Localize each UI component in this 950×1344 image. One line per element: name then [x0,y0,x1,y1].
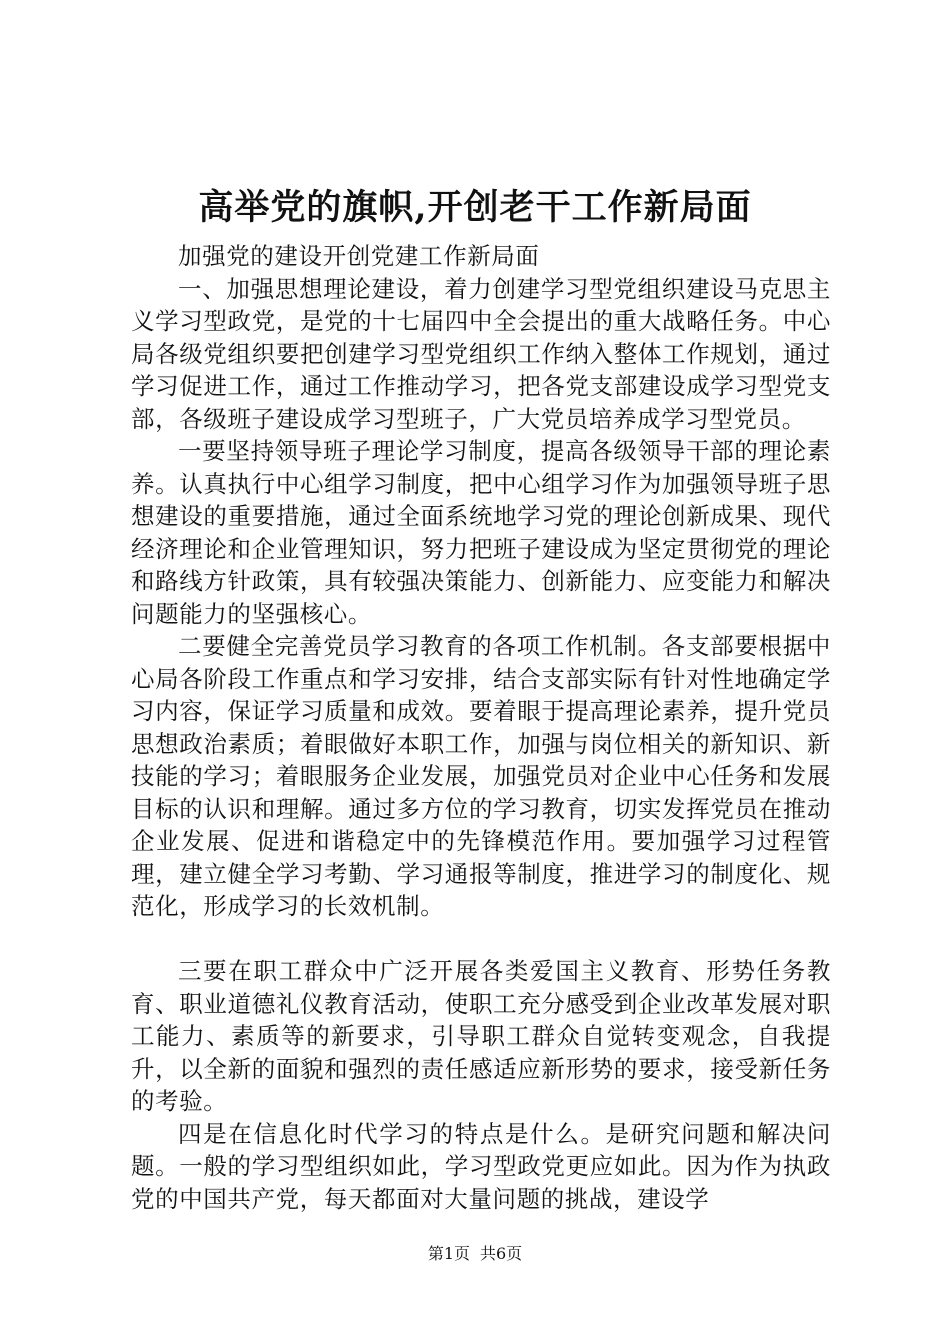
paragraph-2: 一要坚持领导班子理论学习制度，提高各级领导干部的理论素养。认真执行中心组学习制度，把中心组学习作为加强领导班子思想建设的重要措施，通过全面系统地学习党的理论创新成果、现代经济理论和企业管理知识，努力把班子建设成为坚定贯彻党的理论和路线方针政策，具有较强决策能力、创新能力、应变能力和解决问题能力的坚强核心。 [131,437,831,628]
page-total: 共6页 [480,1244,523,1263]
paragraph-subtitle: 加强党的建设开创党建工作新局面 [178,242,540,270]
paragraph-4: 三要在职工群众中广泛开展各类爱国主义教育、形势任务教育、职业道德礼仪教育活动，使职工充分感受到企业改革发展对职工能力、素质等的新要求，引导职工群众自觉转变观念，自我提升，以全新的面貌和强烈的责任感适应新形势的要求，接受新任务的考验。 [131,957,831,1115]
paragraph-1: 一、加强思想理论建设，着力创建学习型党组织建设马克思主义学习型政党，是党的十七届四中全会提出的重大战略任务。中心局各级党组织要把创建学习型党组织工作纳入整体工作规划，通过学习促进工作，通过工作推动学习，把各党支部建设成学习型党支部，各级班子建设成学习型班子，广大党员培养成学习型党员。 [131,274,831,433]
document-title: 高举党的旗帜,开创老干工作新局面 [198,187,752,228]
paragraph-3: 二要健全完善党员学习教育的各项工作机制。各支部要根据中心局各阶段工作重点和学习安排，结合支部实际有针对性地确定学习内容，保证学习质量和成效。要着眼于提高理论素养，提升党员思想政治素质；着眼做好本职工作，加强与岗位相关的新知识、新技能的学习；着眼服务企业发展，加强党员对企业中心任务和发展目标的认识和理解。通过多方位的学习教育，切实发挥党员在推动企业发展、促进和谐稳定中的先锋模范作用。要加强学习过程管理，建立健全学习考勤、学习通报等制度，推进学习的制度化、规范化，形成学习的长效机制。 [131,632,831,920]
page-footer [0,1244,950,1264]
document-body [131,240,831,1215]
page-number: 第1页 [427,1244,470,1263]
paragraph-5: 四是在信息化时代学习的特点是什么。是研究问题和解决问题。一般的学习型组织如此，学习型政党更应如此。因为作为执政党的中国共产党，每天都面对大量问题的挑战，建设学 [131,1119,831,1213]
